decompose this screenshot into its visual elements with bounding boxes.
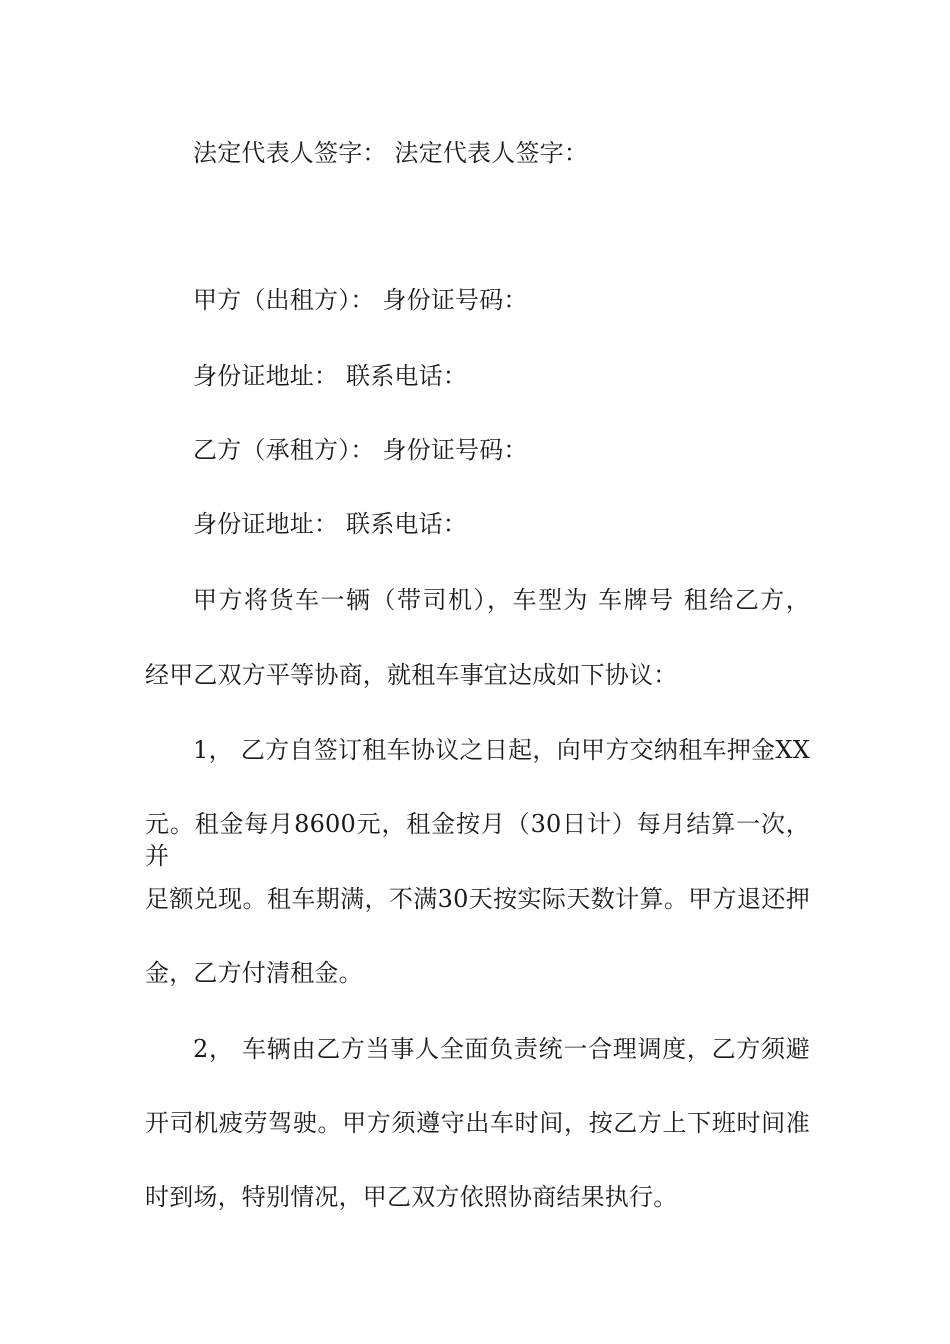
clause-2-line-3: 时到场，特别情况，甲乙双方依照协商结果执行。 <box>145 1183 678 1211</box>
party-b-line: 乙方（承租方）： 身份证号码： <box>193 436 528 464</box>
clause-1-line-2: 元。租金每月8600元，租金按月（30日计）每月结算一次，并 <box>145 810 810 870</box>
party-a-line: 甲方（出租方）： 身份证号码： <box>193 286 528 314</box>
intro-paragraph-line-2: 经甲乙双方平等协商，就租车事宜达成如下协议： <box>145 661 678 689</box>
clause-1-line-4: 金，乙方付清租金。 <box>145 959 363 987</box>
signature-line: 法定代表人签字： 法定代表人签字： <box>193 139 589 167</box>
clause-2-line-1: 2， 车辆由乙方当事人全面负责统一合理调度，乙方须避 <box>193 1035 810 1063</box>
clause-1-line-1: 1， 乙方自签订租车协议之日起，向甲方交纳租车押金XX <box>193 736 810 764</box>
intro-paragraph-line-1: 甲方将货车一辆（带司机），车型为 车牌号 租给乙方， <box>193 586 810 614</box>
party-a-address-line: 身份证地址： 联系电话： <box>193 362 468 390</box>
clause-2-line-2: 开司机疲劳驾驶。甲方须遵守出车时间，按乙方上下班时间准 <box>145 1109 810 1137</box>
clause-1-line-3: 足额兑现。租车期满，不满30天按实际天数计算。甲方退还押 <box>145 885 810 913</box>
party-b-address-line: 身份证地址： 联系电话： <box>193 510 468 538</box>
